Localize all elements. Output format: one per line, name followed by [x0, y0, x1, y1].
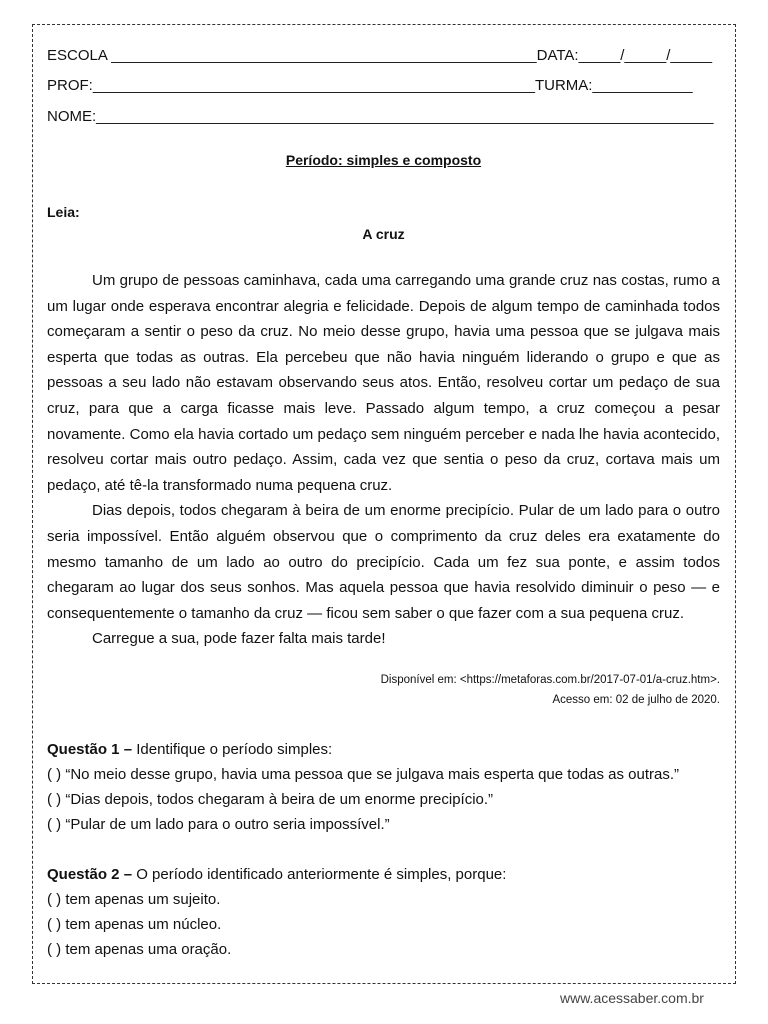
question-2-label: Questão 2 –	[47, 866, 133, 883]
story-paragraph-2: Dias depois, todos chegaram à beira de um enorme precipício. Pular de um lado para o outro seria impossível. Então alguém observou que o comprimento da cruz deles era exatamente do mesmo tamanho de um lado ao outro do precipício. Cada um fez sua ponte, e assim todos chegaram ao lugar dos seus sonhos. Mas aquela pessoa que havia resolvido diminuir o peso — e consequentemente o tamanho da cruz — ficou sem saber o que fazer com a sua pequena cruz.	[47, 502, 720, 622]
question-2-option-b[interactable]: ( ) tem apenas um núcleo.	[47, 916, 222, 933]
access-date: Acesso em: 02 de julho de 2020.	[552, 694, 720, 706]
question-2-option-a[interactable]: ( ) tem apenas um sujeito.	[47, 891, 221, 908]
question-1-option-a[interactable]: ( ) “No meio desse grupo, havia uma pessoa que se julgava mais esperta que todas as outras.”	[47, 766, 680, 783]
question-2-option-c[interactable]: ( ) tem apenas uma oração.	[47, 941, 232, 958]
question-1-label: Questão 1 –	[47, 741, 133, 758]
story-text	[47, 268, 720, 652]
worksheet-title	[47, 148, 720, 174]
story-paragraph-1: Um grupo de pessoas caminhava, cada uma carregando uma grande cruz nas costas, rumo a um lugar onde esperava encontrar alegria e felicidade. Depois de algum tempo de caminhada todos começaram a sentir o peso da cruz. No meio desse grupo, havia uma pessoa que se julgava mais esperta que todas as outras. Ela percebeu que não havia ninguém liderando o grupo e que as pessoas a seu lado não estavam observando seus atos. Então, resolveu cortar um pedaço de sua cruz, para que a carga ficasse mais leve. Passado algum tempo, a cruz começou a pesar novamente. Como ela havia cortado um pedaço sem ninguém perceber e nada lhe havia acontecido, resolveu cortar mais outro pedaço. Assim, cada vez que sentia o peso da cruz, cortava mais um pedaço, até tê-la transformado numa pequena cruz.	[47, 272, 720, 494]
story-paragraph-3: Carregue a sua, pode fazer falta mais tarde!	[92, 630, 386, 648]
story-title: A cruz	[362, 226, 405, 242]
question-1-text: Identifique o período simples:	[132, 741, 333, 758]
source-citation	[381, 670, 720, 710]
question-1-option-c[interactable]: ( ) “Pular de um lado para o outro seria impossível.”	[47, 816, 390, 833]
source-url: Disponível em: <https://metaforas.com.br/2017-07-01/a-cruz.htm>.	[380, 674, 720, 686]
site-footer-url[interactable]: www.acessaber.com.br	[560, 990, 704, 1006]
question-2-text: O período identificado anteriormente é simples, porque:	[132, 866, 507, 883]
teacher-class-line: PROF:_____________________________________________________TURMA:____________	[47, 77, 693, 94]
name-line: NOME:__________________________________________________________________________	[47, 108, 714, 125]
worksheet-title-text: Período: simples e composto	[285, 152, 482, 168]
question-2-prompt	[47, 862, 720, 887]
school-date-line: ESCOLA ___________________________________________________DATA:_____/_____/_____	[47, 47, 713, 64]
question-1-option-b[interactable]: ( ) “Dias depois, todos chegaram à beira de um enorme precipício.”	[47, 791, 494, 808]
read-label: Leia:	[47, 204, 80, 220]
question-1-prompt	[47, 737, 720, 762]
question-1	[47, 737, 720, 837]
question-2	[47, 862, 720, 962]
